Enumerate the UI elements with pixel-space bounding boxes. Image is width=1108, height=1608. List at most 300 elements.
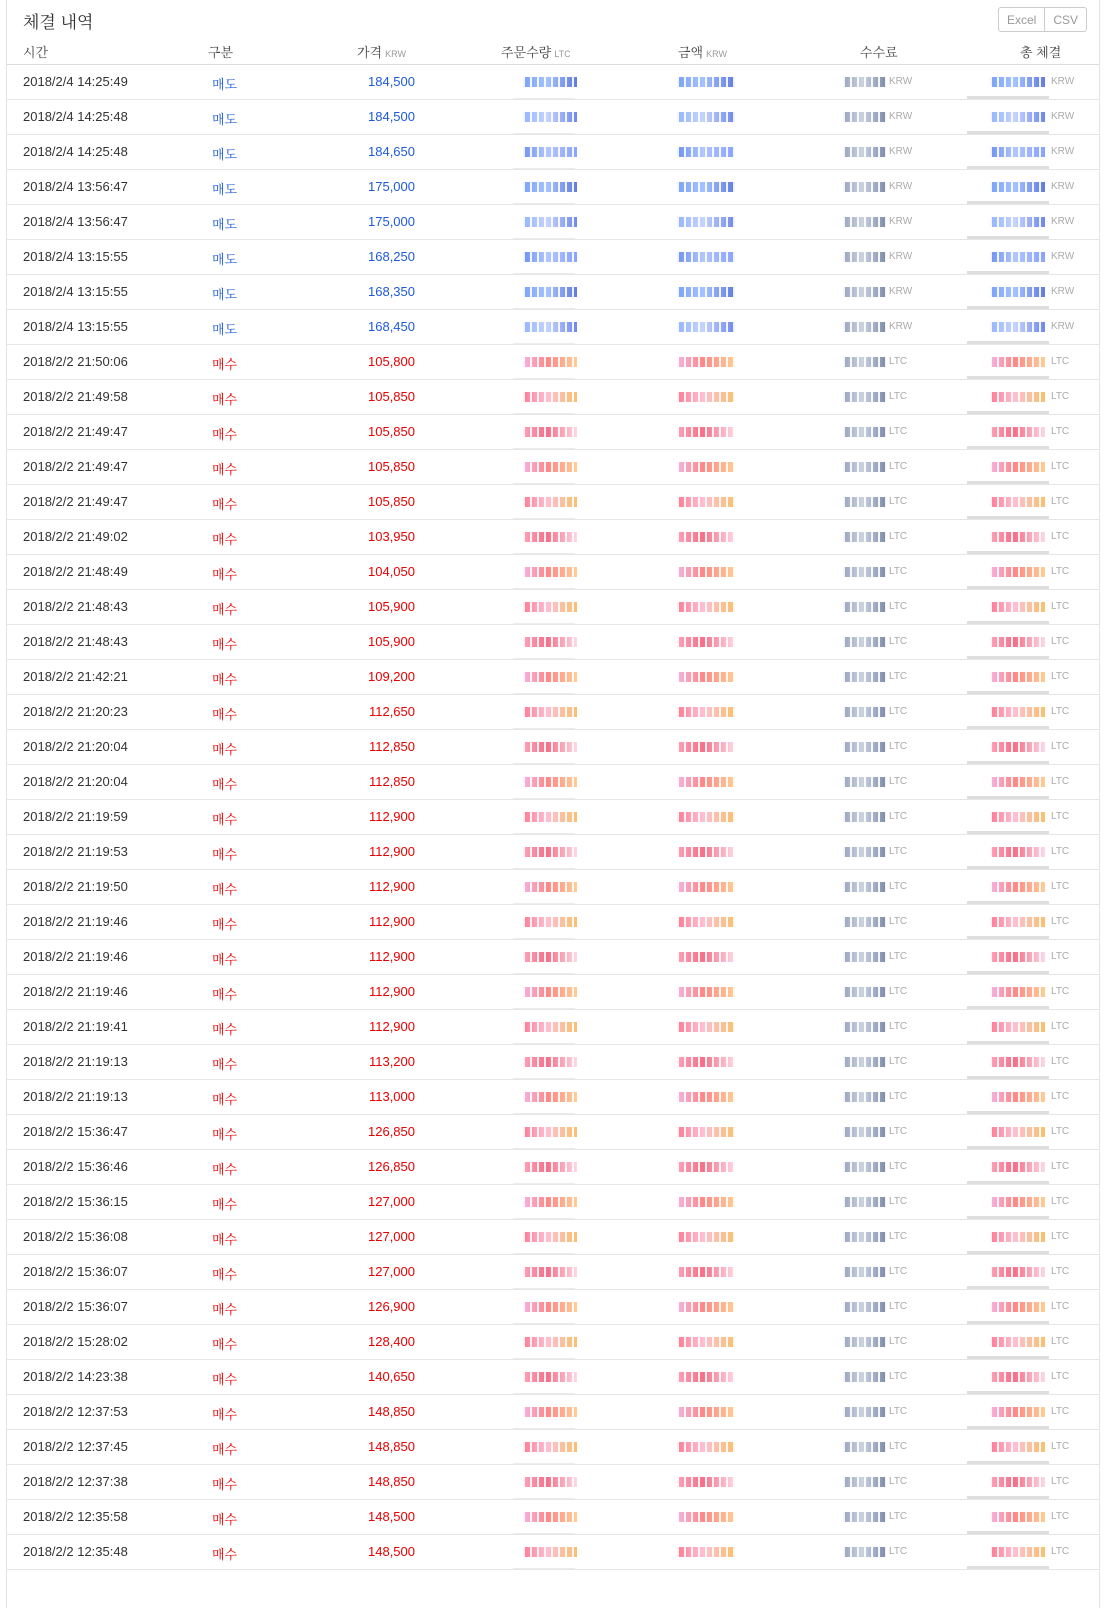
redacted-total	[990, 602, 1045, 612]
table-row	[7, 450, 1099, 485]
redacted-total	[990, 1337, 1045, 1347]
total-unit: KRW	[1051, 76, 1075, 87]
total-unit: LTC	[1051, 846, 1070, 857]
trade-type: 매도	[212, 217, 238, 232]
redacted-fee	[843, 1512, 886, 1522]
redacted-amount	[677, 847, 735, 857]
redacted-quantity	[523, 1092, 577, 1102]
trade-price: 105,900	[368, 599, 415, 614]
total-bar	[967, 516, 1049, 519]
total-unit: LTC	[1051, 951, 1070, 962]
redacted-total	[990, 497, 1045, 507]
column-header-total[interactable]: 총 체결	[1020, 45, 1062, 60]
table-row	[7, 1360, 1099, 1395]
trade-price: 175,000	[368, 179, 415, 194]
quantity-divider	[513, 938, 575, 939]
redacted-quantity	[523, 287, 577, 297]
column-header-time[interactable]: 시간	[23, 45, 49, 60]
redacted-total	[990, 637, 1045, 647]
redacted-total	[990, 1127, 1045, 1137]
fee-unit: LTC	[889, 496, 908, 507]
total-unit: KRW	[1051, 146, 1075, 157]
redacted-fee	[843, 567, 886, 577]
redacted-fee	[843, 707, 886, 717]
table-row	[7, 1185, 1099, 1220]
table-row	[7, 870, 1099, 905]
trade-time: 2018/2/2 15:36:47	[23, 1124, 128, 1139]
trade-time: 2018/2/2 15:36:07	[23, 1264, 128, 1279]
fee-unit: LTC	[889, 1301, 908, 1312]
total-unit: KRW	[1051, 321, 1075, 332]
quantity-divider	[513, 1008, 575, 1009]
quantity-divider	[513, 203, 575, 204]
redacted-total	[990, 427, 1045, 437]
trade-type: 매수	[212, 1547, 238, 1562]
trade-type: 매수	[212, 357, 238, 372]
trade-price: 148,850	[368, 1404, 415, 1419]
trade-type: 매수	[212, 1372, 238, 1387]
redacted-total	[990, 322, 1045, 332]
redacted-fee	[843, 742, 886, 752]
total-bar	[967, 1426, 1049, 1429]
redacted-amount	[677, 1197, 735, 1207]
trade-time: 2018/2/2 21:48:43	[23, 634, 128, 649]
fee-unit: LTC	[889, 461, 908, 472]
column-header-amount[interactable]: 금액 KRW	[678, 45, 727, 60]
redacted-quantity	[523, 112, 577, 122]
total-unit: LTC	[1051, 776, 1070, 787]
redacted-quantity	[523, 952, 577, 962]
fee-unit: LTC	[889, 951, 908, 962]
fee-unit: LTC	[889, 846, 908, 857]
trade-price: 168,350	[368, 284, 415, 299]
fee-unit: LTC	[889, 1126, 908, 1137]
fee-unit: LTC	[889, 636, 908, 647]
redacted-total	[990, 287, 1045, 297]
trade-time: 2018/2/2 12:35:48	[23, 1544, 128, 1559]
redacted-amount	[677, 987, 735, 997]
redacted-fee	[843, 1477, 886, 1487]
table-row	[7, 940, 1099, 975]
total-unit: LTC	[1051, 426, 1070, 437]
trade-time: 2018/2/4 13:15:55	[23, 284, 128, 299]
trade-type: 매수	[212, 707, 238, 722]
redacted-fee	[843, 77, 886, 87]
total-unit: LTC	[1051, 706, 1070, 717]
redacted-quantity	[523, 217, 577, 227]
trade-time: 2018/2/2 21:42:21	[23, 669, 128, 684]
redacted-quantity	[523, 497, 577, 507]
redacted-total	[990, 112, 1045, 122]
total-bar	[967, 1041, 1049, 1044]
redacted-fee	[843, 1197, 886, 1207]
fee-unit: LTC	[889, 706, 908, 717]
redacted-amount	[677, 532, 735, 542]
redacted-fee	[843, 1267, 886, 1277]
trade-type: 매도	[212, 287, 238, 302]
trade-time: 2018/2/2 15:36:15	[23, 1194, 128, 1209]
trade-time: 2018/2/4 13:56:47	[23, 179, 128, 194]
total-bar	[967, 1496, 1049, 1499]
trade-price: 112,900	[368, 914, 415, 929]
total-bar	[967, 1566, 1049, 1569]
quantity-divider	[513, 1568, 575, 1569]
trade-time: 2018/2/4 13:15:55	[23, 249, 128, 264]
table-row	[7, 380, 1099, 415]
total-unit: LTC	[1051, 1336, 1070, 1347]
trade-type: 매수	[212, 1197, 238, 1212]
quantity-divider	[513, 868, 575, 869]
redacted-amount	[677, 1547, 735, 1557]
total-unit: LTC	[1051, 461, 1070, 472]
redacted-total	[990, 357, 1045, 367]
trade-time: 2018/2/2 21:19:50	[23, 879, 128, 894]
redacted-amount	[677, 357, 735, 367]
total-bar	[967, 831, 1049, 834]
fee-unit: LTC	[889, 1266, 908, 1277]
redacted-fee	[843, 322, 886, 332]
table-row	[7, 1465, 1099, 1500]
trade-type: 매수	[212, 777, 238, 792]
redacted-quantity	[523, 742, 577, 752]
redacted-amount	[677, 112, 735, 122]
fee-unit: KRW	[889, 321, 913, 332]
fee-unit: LTC	[889, 1161, 908, 1172]
redacted-fee	[843, 777, 886, 787]
trade-time: 2018/2/2 12:37:53	[23, 1404, 128, 1419]
trade-price: 184,500	[368, 74, 415, 89]
quantity-divider	[513, 448, 575, 449]
quantity-divider	[513, 168, 575, 169]
total-bar	[967, 236, 1049, 239]
trade-type: 매수	[212, 1442, 238, 1457]
trade-type: 매수	[212, 1127, 238, 1142]
trade-type: 매수	[212, 847, 238, 862]
total-bar	[967, 726, 1049, 729]
trade-price: 148,850	[368, 1474, 415, 1489]
redacted-fee	[843, 637, 886, 647]
total-unit: LTC	[1051, 741, 1070, 752]
redacted-quantity	[523, 917, 577, 927]
redacted-fee	[843, 1057, 886, 1067]
table-row	[7, 835, 1099, 870]
table-row	[7, 905, 1099, 940]
column-header-type[interactable]: 구분	[208, 45, 234, 60]
redacted-total	[990, 1057, 1045, 1067]
quantity-divider	[513, 133, 575, 134]
table-row	[7, 1115, 1099, 1150]
total-bar	[967, 1286, 1049, 1289]
total-bar	[967, 936, 1049, 939]
quantity-divider	[513, 763, 575, 764]
total-unit: LTC	[1051, 1161, 1070, 1172]
trade-type: 매수	[212, 987, 238, 1002]
table-row	[7, 975, 1099, 1010]
trade-price: 112,650	[368, 704, 415, 719]
redacted-amount	[677, 147, 735, 157]
total-bar	[967, 411, 1049, 414]
fee-unit: LTC	[889, 1056, 908, 1067]
redacted-total	[990, 567, 1045, 577]
quantity-divider	[513, 308, 575, 309]
total-bar	[967, 376, 1049, 379]
total-bar	[967, 1111, 1049, 1114]
trade-time: 2018/2/2 12:35:58	[23, 1509, 128, 1524]
trade-time: 2018/2/4 14:25:49	[23, 74, 128, 89]
trade-price: 127,000	[368, 1194, 415, 1209]
redacted-quantity	[523, 392, 577, 402]
trade-price: 126,850	[368, 1124, 415, 1139]
redacted-total	[990, 1477, 1045, 1487]
redacted-quantity	[523, 1302, 577, 1312]
trade-price: 127,000	[368, 1264, 415, 1279]
total-unit: LTC	[1051, 1441, 1070, 1452]
redacted-quantity	[523, 427, 577, 437]
total-bar	[967, 1251, 1049, 1254]
trade-time: 2018/2/2 21:49:47	[23, 424, 128, 439]
column-header-fee[interactable]: 수수료	[860, 45, 898, 60]
redacted-fee	[843, 952, 886, 962]
quantity-divider	[513, 728, 575, 729]
quantity-divider	[513, 1253, 575, 1254]
quantity-divider	[513, 903, 575, 904]
quantity-divider	[513, 483, 575, 484]
fee-unit: LTC	[889, 1196, 908, 1207]
trade-type: 매도	[212, 112, 238, 127]
redacted-quantity	[523, 252, 577, 262]
trade-time: 2018/2/2 21:49:58	[23, 389, 128, 404]
table-row	[7, 625, 1099, 660]
total-unit: LTC	[1051, 566, 1070, 577]
redacted-fee	[843, 1302, 886, 1312]
redacted-total	[990, 1197, 1045, 1207]
redacted-amount	[677, 917, 735, 927]
redacted-fee	[843, 357, 886, 367]
trade-time: 2018/2/2 21:19:13	[23, 1089, 128, 1104]
redacted-total	[990, 847, 1045, 857]
total-bar	[967, 166, 1049, 169]
fee-unit: KRW	[889, 146, 913, 157]
total-bar	[967, 901, 1049, 904]
redacted-total	[990, 1512, 1045, 1522]
redacted-total	[990, 1407, 1045, 1417]
table-row	[7, 520, 1099, 555]
table-row	[7, 660, 1099, 695]
total-bar	[967, 656, 1049, 659]
total-bar	[967, 341, 1049, 344]
trade-price: 112,900	[368, 809, 415, 824]
table-row	[7, 1150, 1099, 1185]
trade-price: 112,850	[368, 739, 415, 754]
total-bar	[967, 761, 1049, 764]
table-row	[7, 240, 1099, 275]
redacted-total	[990, 952, 1045, 962]
redacted-amount	[677, 1127, 735, 1137]
redacted-quantity	[523, 987, 577, 997]
redacted-total	[990, 1232, 1045, 1242]
quantity-divider	[513, 273, 575, 274]
fee-unit: LTC	[889, 916, 908, 927]
total-unit: LTC	[1051, 671, 1070, 682]
excel-export-button[interactable]: Excel	[998, 7, 1045, 32]
quantity-divider	[513, 98, 575, 99]
total-bar	[967, 551, 1049, 554]
trade-price: 105,850	[368, 459, 415, 474]
total-bar	[967, 446, 1049, 449]
redacted-quantity	[523, 882, 577, 892]
table-row	[7, 65, 1099, 100]
redacted-quantity	[523, 77, 577, 87]
quantity-divider	[513, 1113, 575, 1114]
redacted-fee	[843, 497, 886, 507]
quantity-divider	[513, 1393, 575, 1394]
redacted-quantity	[523, 1127, 577, 1137]
table-row	[7, 345, 1099, 380]
redacted-quantity	[523, 777, 577, 787]
redacted-total	[990, 1442, 1045, 1452]
table-row	[7, 1395, 1099, 1430]
redacted-amount	[677, 742, 735, 752]
total-bar	[967, 1076, 1049, 1079]
fee-unit: LTC	[889, 671, 908, 682]
redacted-fee	[843, 147, 886, 157]
redacted-fee	[843, 1022, 886, 1032]
total-bar	[967, 1146, 1049, 1149]
panel-title: 체결 내역	[23, 13, 94, 32]
table-row	[7, 1290, 1099, 1325]
quantity-divider	[513, 1218, 575, 1219]
table-row	[7, 205, 1099, 240]
trade-time: 2018/2/4 13:56:47	[23, 214, 128, 229]
total-bar	[967, 1006, 1049, 1009]
redacted-amount	[677, 1022, 735, 1032]
redacted-quantity	[523, 147, 577, 157]
quantity-divider	[513, 1358, 575, 1359]
total-unit: LTC	[1051, 1266, 1070, 1277]
column-header-quantity[interactable]: 주문수량 LTC	[501, 45, 571, 60]
trade-price: 104,050	[368, 564, 415, 579]
table-row	[7, 695, 1099, 730]
redacted-quantity	[523, 1442, 577, 1452]
redacted-amount	[677, 1302, 735, 1312]
trade-price: 103,950	[368, 529, 415, 544]
total-bar	[967, 306, 1049, 309]
trade-time: 2018/2/2 21:20:23	[23, 704, 128, 719]
redacted-fee	[843, 1162, 886, 1172]
quantity-divider	[513, 1463, 575, 1464]
redacted-quantity	[523, 1197, 577, 1207]
trade-type: 매수	[212, 637, 238, 652]
trade-time: 2018/2/2 21:50:06	[23, 354, 128, 369]
fee-unit: LTC	[889, 1406, 908, 1417]
trade-time: 2018/2/2 21:19:13	[23, 1054, 128, 1069]
redacted-quantity	[523, 532, 577, 542]
redacted-amount	[677, 322, 735, 332]
redacted-total	[990, 917, 1045, 927]
fee-unit: LTC	[889, 531, 908, 542]
trade-type: 매수	[212, 1092, 238, 1107]
fee-unit: LTC	[889, 776, 908, 787]
redacted-amount	[677, 1267, 735, 1277]
redacted-amount	[677, 637, 735, 647]
trade-type: 매도	[212, 77, 238, 92]
trade-type: 매수	[212, 812, 238, 827]
total-unit: LTC	[1051, 1091, 1070, 1102]
total-bar	[967, 866, 1049, 869]
fee-unit: LTC	[889, 426, 908, 437]
redacted-fee	[843, 1092, 886, 1102]
redacted-total	[990, 882, 1045, 892]
redacted-total	[990, 462, 1045, 472]
table-row	[7, 310, 1099, 345]
csv-export-button[interactable]: CSV	[1044, 7, 1087, 32]
total-bar	[967, 1321, 1049, 1324]
redacted-quantity	[523, 1477, 577, 1487]
trade-price: 148,500	[368, 1544, 415, 1559]
redacted-total	[990, 392, 1045, 402]
trade-price: 109,200	[368, 669, 415, 684]
redacted-total	[990, 1162, 1045, 1172]
redacted-quantity	[523, 637, 577, 647]
trade-type: 매수	[212, 462, 238, 477]
quantity-divider	[513, 1533, 575, 1534]
trade-price: 168,250	[368, 249, 415, 264]
trade-time: 2018/2/2 15:28:02	[23, 1334, 128, 1349]
quantity-divider	[513, 1183, 575, 1184]
trade-type: 매도	[212, 322, 238, 337]
fee-unit: LTC	[889, 881, 908, 892]
total-unit: LTC	[1051, 531, 1070, 542]
redacted-quantity	[523, 567, 577, 577]
trade-price: 113,200	[368, 1054, 415, 1069]
fee-unit: LTC	[889, 356, 908, 367]
total-unit: LTC	[1051, 916, 1070, 927]
redacted-fee	[843, 1232, 886, 1242]
redacted-total	[990, 1302, 1045, 1312]
trade-time: 2018/2/2 12:37:38	[23, 1474, 128, 1489]
export-button-group	[998, 7, 1087, 32]
table-row	[7, 1045, 1099, 1080]
total-bar	[967, 586, 1049, 589]
total-unit: KRW	[1051, 111, 1075, 122]
trade-price: 112,900	[368, 1019, 415, 1034]
redacted-total	[990, 672, 1045, 682]
trade-price: 112,850	[368, 774, 415, 789]
redacted-total	[990, 77, 1045, 87]
quantity-divider	[513, 1428, 575, 1429]
trade-price: 112,900	[368, 949, 415, 964]
redacted-fee	[843, 672, 886, 682]
redacted-amount	[677, 497, 735, 507]
trade-time: 2018/2/2 21:49:47	[23, 459, 128, 474]
total-unit: LTC	[1051, 496, 1070, 507]
quantity-divider	[513, 378, 575, 379]
trade-time: 2018/2/2 14:23:38	[23, 1369, 128, 1384]
column-header-price[interactable]: 가격 KRW	[357, 45, 406, 60]
quantity-divider	[513, 798, 575, 799]
trade-type: 매수	[212, 1057, 238, 1072]
total-unit: LTC	[1051, 636, 1070, 647]
redacted-fee	[843, 987, 886, 997]
total-bar	[967, 1181, 1049, 1184]
redacted-amount	[677, 812, 735, 822]
fee-unit: KRW	[889, 181, 913, 192]
redacted-fee	[843, 917, 886, 927]
trade-price: 105,800	[368, 354, 415, 369]
redacted-quantity	[523, 462, 577, 472]
redacted-amount	[677, 1372, 735, 1382]
quantity-divider	[513, 833, 575, 834]
